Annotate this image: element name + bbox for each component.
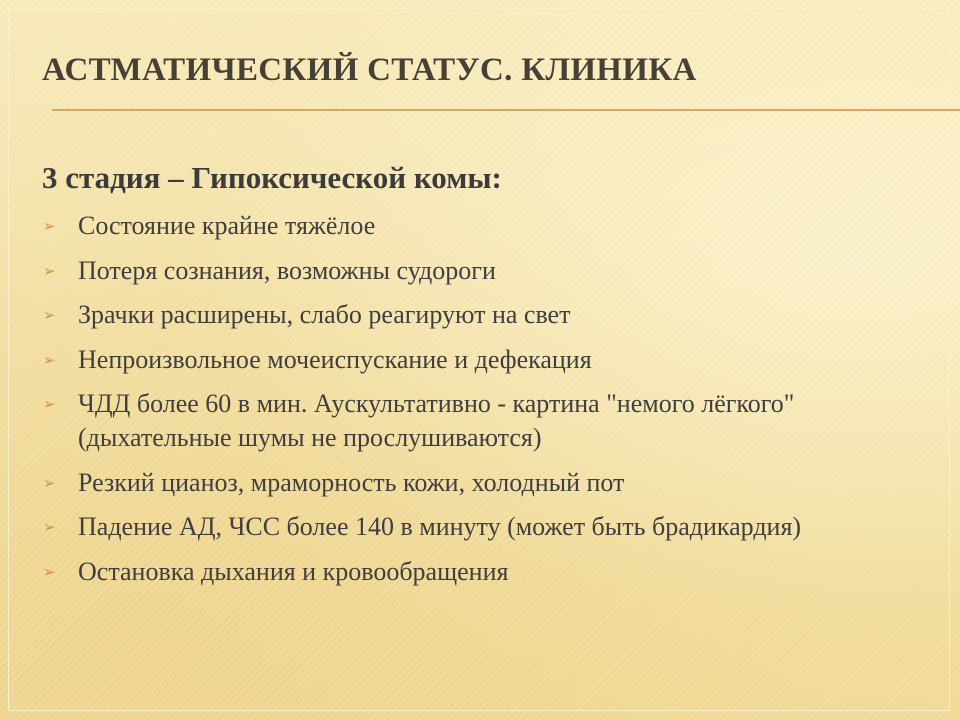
list-item xyxy=(42,466,902,500)
arrow-bullet-icon: ➢ xyxy=(43,217,56,235)
list-item xyxy=(42,254,902,288)
list-item-text: Зрачки расширены, слабо реагируют на свет xyxy=(78,300,571,329)
stage-heading: 3 стадия – Гипоксической комы: xyxy=(42,160,502,195)
arrow-bullet-icon: ➢ xyxy=(43,473,56,492)
arrow-bullet-icon: ➢ xyxy=(43,306,56,324)
list-item-text: Потеря сознания, возможны судороги xyxy=(78,255,496,285)
symptom-list xyxy=(42,209,902,599)
list-item xyxy=(42,510,902,544)
list-item xyxy=(42,209,902,243)
arrow-bullet-icon: ➢ xyxy=(43,395,56,413)
list-item xyxy=(42,343,902,377)
slide-title: АСТМАТИЧЕСКИЙ СТАТУС. КЛИНИКА xyxy=(42,52,697,88)
arrow-bullet-icon: ➢ xyxy=(43,562,56,581)
list-item xyxy=(42,298,902,332)
arrow-bullet-icon: ➢ xyxy=(43,261,56,280)
list-item-text: Непроизвольное мочеиспускание и дефекация xyxy=(78,344,592,374)
list-item-text: Резкий цианоз, мраморность кожи, холодный пот xyxy=(78,467,625,497)
arrow-bullet-icon: ➢ xyxy=(43,518,56,536)
list-item-text: Падение АД, ЧСС более 140 в минуту (может быть брадикардия) xyxy=(78,512,802,541)
list-item xyxy=(42,555,902,589)
list-item-text: Остановка дыхания и кровообращения xyxy=(78,556,509,586)
list-item-text: Состояние крайне тяжёлое xyxy=(78,211,376,240)
list-item xyxy=(42,387,902,455)
arrow-bullet-icon: ➢ xyxy=(43,350,56,369)
list-item-text: ЧДД более 60 в мин. Аускультативно - картина "немого лёгкого" (дыхательные шумы не прослушиваются) xyxy=(78,389,795,452)
title-divider xyxy=(52,109,960,111)
